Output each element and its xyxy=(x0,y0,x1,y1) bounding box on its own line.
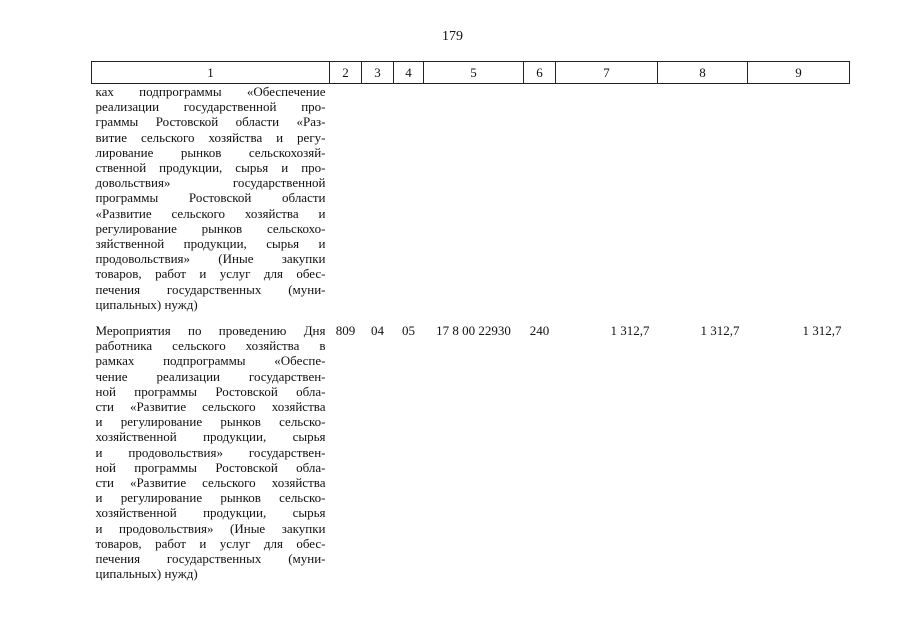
table-row xyxy=(92,312,850,581)
row-description xyxy=(92,312,330,581)
row-description xyxy=(92,84,330,313)
description-line: хозяйственной продукции, сырья xyxy=(95,429,326,445)
cell-ministry xyxy=(330,84,362,313)
description-line: лирование рынков сельскохозяй- xyxy=(95,144,326,160)
description-line: и продовольствия» государствен- xyxy=(95,444,326,460)
description-line: хозяйственной продукции, сырья xyxy=(95,505,326,521)
table-row xyxy=(92,84,850,313)
column-header-9: 9 xyxy=(748,62,850,84)
cell-amount-3: 1 312,7 xyxy=(802,323,842,339)
cell-ministry: 809 xyxy=(335,323,356,339)
description-line: и продовольствия» (Иные закупки xyxy=(95,520,326,536)
description-line: ципальных) нужд) xyxy=(95,296,198,312)
description-line: Мероприятия по проведению Дня xyxy=(95,323,326,339)
description-line: печения государственных (муни- xyxy=(95,281,326,297)
column-header-4: 4 xyxy=(394,62,424,84)
description-line: ной программы Ростовской обла- xyxy=(95,459,326,475)
description-line: довольствия» государственной xyxy=(95,175,326,191)
cell-section xyxy=(362,84,394,313)
cell-amount-2: 1 312,7 xyxy=(700,323,740,339)
description-line: товаров, работ и услуг для обес- xyxy=(95,535,326,551)
cell-target-article xyxy=(424,84,524,313)
cell-subsection: 05 xyxy=(402,323,415,339)
cell-target-article: 17 8 00 22930 xyxy=(436,323,511,339)
description-line: ственной продукции, сырья и про- xyxy=(95,160,326,176)
page-number: 179 xyxy=(442,29,463,44)
description-line: рамках подпрограммы «Обеспе- xyxy=(95,353,326,369)
description-line: сти «Развитие сельского хозяйства xyxy=(95,475,326,491)
description-line: и регулирование рынков сельско- xyxy=(95,414,326,430)
description-line: товаров, работ и услуг для обес- xyxy=(95,266,326,282)
column-header-2: 2 xyxy=(330,62,362,84)
description-line: печения государственных (муни- xyxy=(95,551,326,567)
description-line: «Развитие сельского хозяйства и xyxy=(95,205,326,221)
description-line: работника сельского хозяйства в xyxy=(95,338,326,354)
description-line: программы Ростовской области xyxy=(95,190,326,206)
cell-expense-type xyxy=(524,84,556,313)
cell-amount-2 xyxy=(658,84,748,313)
cell-amount-3 xyxy=(748,84,850,313)
description-line: сти «Развитие сельского хозяйства xyxy=(95,399,326,415)
description-line: реализации государственной про- xyxy=(95,99,326,115)
column-header-5: 5 xyxy=(424,62,524,84)
cell-amount-1: 1 312,7 xyxy=(610,323,650,339)
description-line: граммы Ростовской области «Раз- xyxy=(95,114,326,130)
table-header-row xyxy=(92,62,850,84)
column-header-3: 3 xyxy=(362,62,394,84)
description-line: ципальных) нужд) xyxy=(95,566,198,582)
cell-amount-1 xyxy=(556,84,658,313)
description-line: ках подпрограммы «Обеспечение xyxy=(95,84,326,99)
description-line: регулирование рынков сельскохо- xyxy=(95,220,326,236)
cell-expense-type: 240 xyxy=(529,323,550,339)
column-header-7: 7 xyxy=(556,62,658,84)
column-header-8: 8 xyxy=(658,62,748,84)
cell-section: 04 xyxy=(371,323,384,339)
budget-table xyxy=(91,61,850,582)
column-header-1: 1 xyxy=(92,62,330,84)
description-line: чение реализации государствен- xyxy=(95,368,326,384)
column-header-6: 6 xyxy=(524,62,556,84)
description-line: зяйственной продукции, сырья и xyxy=(95,236,326,252)
description-line: продовольствия» (Иные закупки xyxy=(95,251,326,267)
description-line: витие сельского хозяйства и регу- xyxy=(95,129,326,145)
description-line: ной программы Ростовской обла- xyxy=(95,383,326,399)
cell-subsection xyxy=(394,84,424,313)
description-line: и регулирование рынков сельско- xyxy=(95,490,326,506)
